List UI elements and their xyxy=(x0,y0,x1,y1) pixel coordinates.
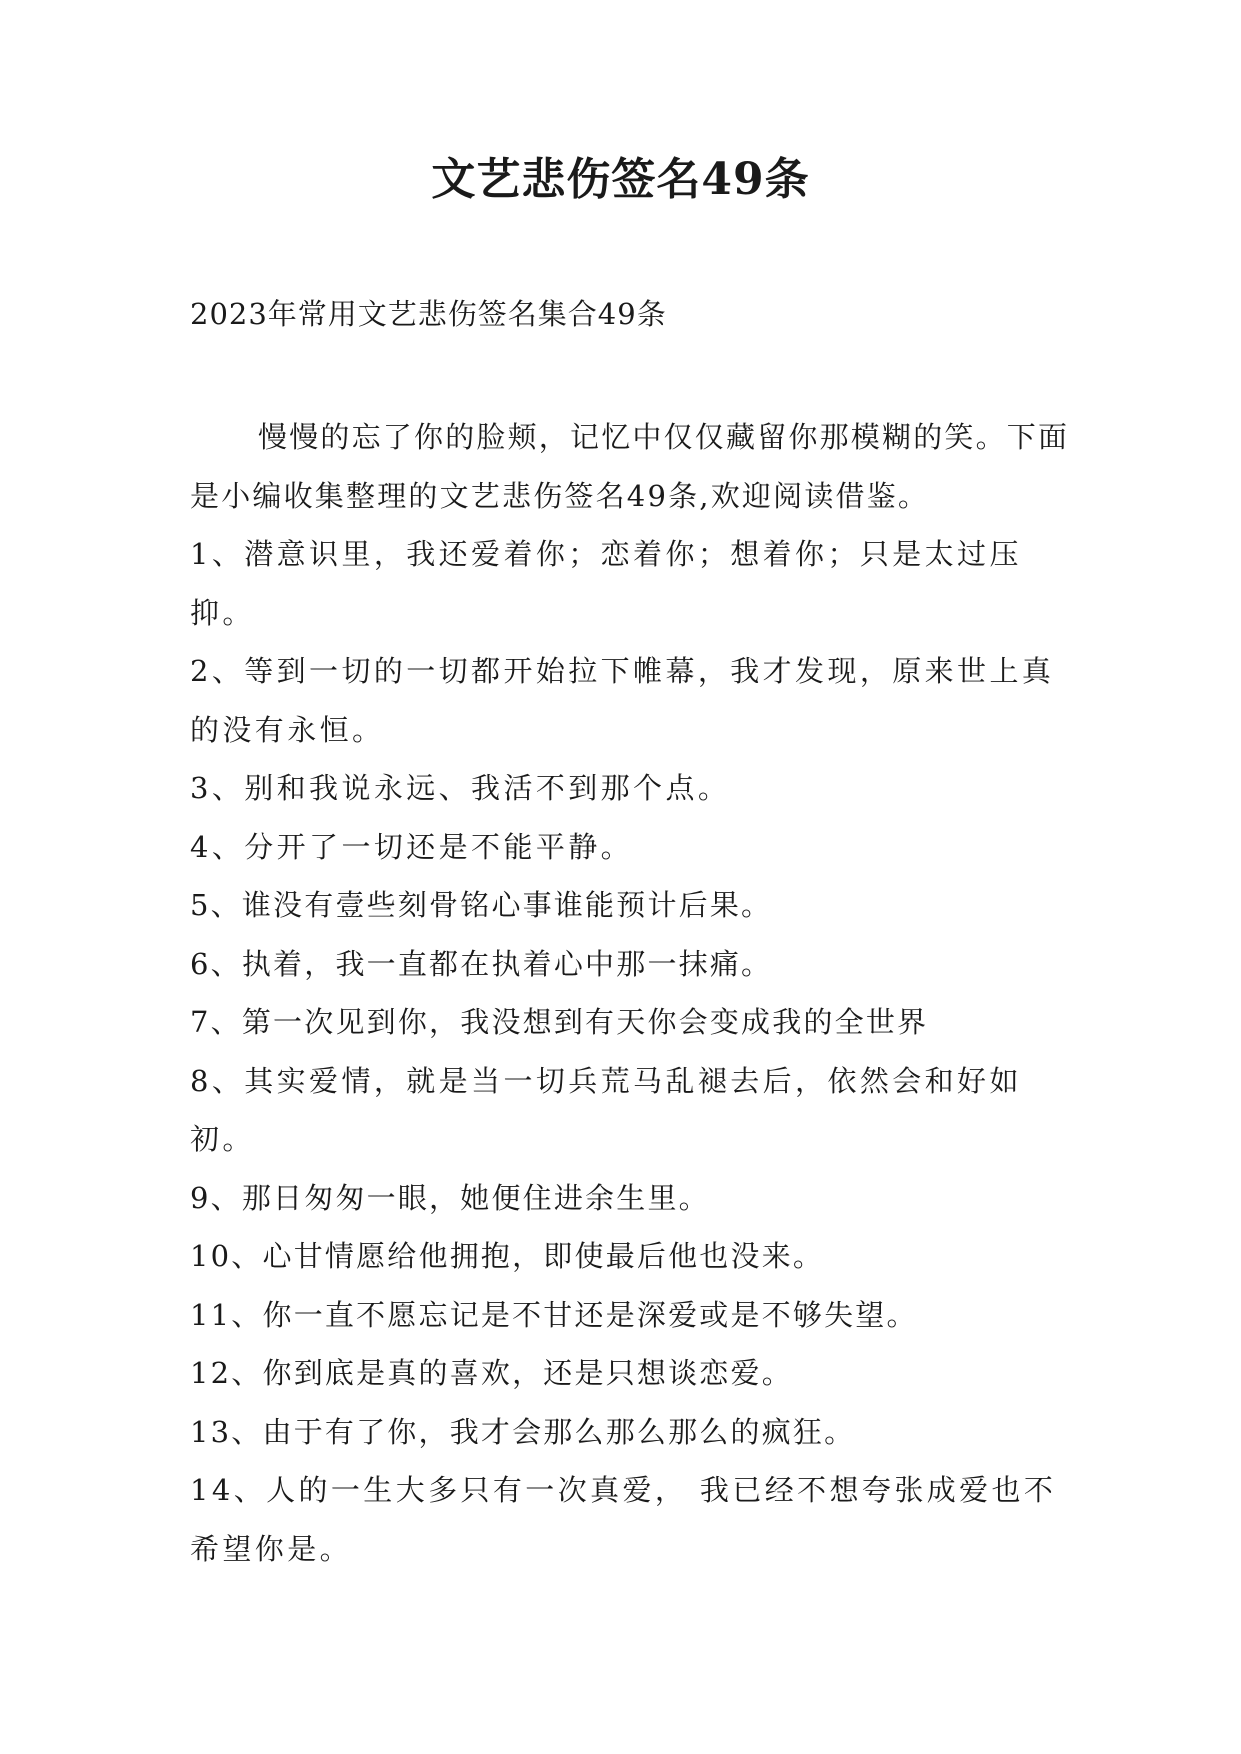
intro-paragraph: 慢慢的忘了你的脸颊，记忆中仅仅藏留你那模糊的笑。下面是小编收集整理的文艺悲伤签名49条,欢迎阅读借鉴。 xyxy=(190,420,1070,513)
list-item: 6、执着，我一直都在执着心中那一抹痛。 xyxy=(190,946,773,981)
list-item: 4、分开了一切还是不能平静。 xyxy=(190,829,634,864)
list-item: 7、第一次见到你，我没想到有天你会变成我的全世界 xyxy=(190,1005,929,1039)
list-item: 3、别和我说永远、我活不到那个点。 xyxy=(190,771,731,805)
list-item: 13、由于有了你，我才会那么那么那么的疯狂。 xyxy=(190,1414,856,1449)
list-item: 8、其实爱情，就是当一切兵荒马乱褪去后，依然会和好如初。 xyxy=(190,1063,1022,1156)
list-item: 12、你到底是真的喜欢，还是只想谈恋爱。 xyxy=(190,1356,793,1390)
list-item: 1、潜意识里，我还爱着你；恋着你；想着你；只是太过压抑。 xyxy=(190,537,1022,630)
list-item: 5、谁没有壹些刻骨铭心事谁能预计后果。 xyxy=(190,888,773,922)
document-body xyxy=(190,408,1080,1578)
document-title: 文艺悲伤签名49条 xyxy=(431,154,810,205)
list-item: 10、心甘情愿给他拥抱，即使最后他也没来。 xyxy=(190,1239,825,1273)
list-item: 2、等到一切的一切都开始拉下帷幕，我才发现，原来世上真的没有永恒。 xyxy=(190,654,1055,747)
document-subtitle: 2023年常用文艺悲伤签名集合49条 xyxy=(190,297,667,331)
list-item: 14、人的一生大多只有一次真爱， 我已经不想夸张成爱也不希望你是。 xyxy=(190,1473,1057,1566)
list-item: 11、你一直不愿忘记是不甘还是深爱或是不够失望。 xyxy=(190,1297,918,1332)
list-item: 9、那日匆匆一眼，她便住进余生里。 xyxy=(190,1180,710,1215)
